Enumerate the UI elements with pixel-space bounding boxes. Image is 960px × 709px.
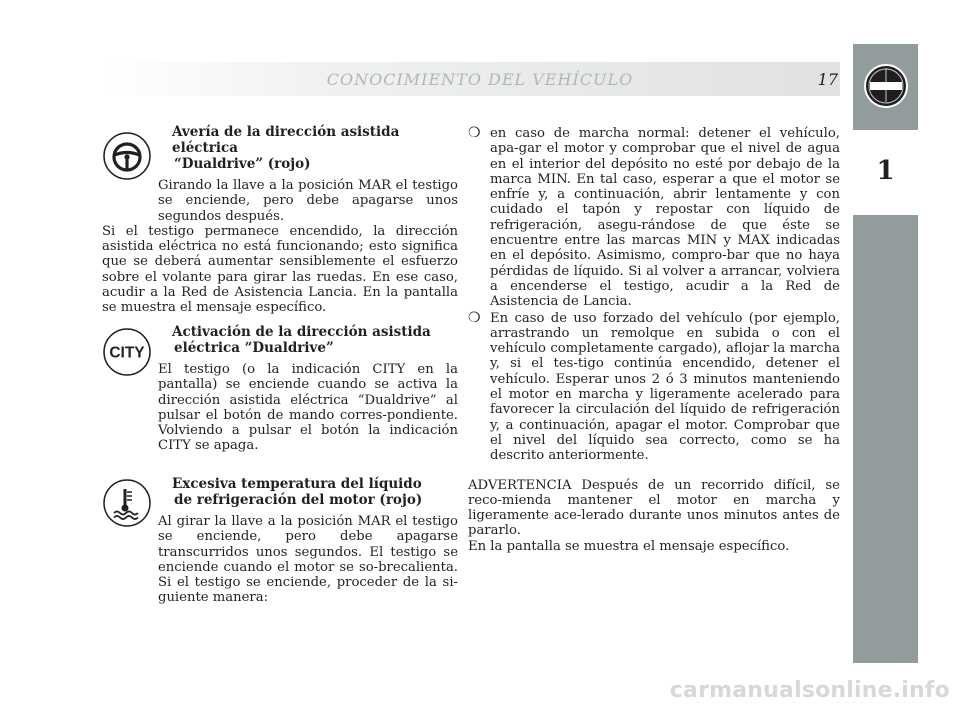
section-title: Excesiva temperatura del líquido de refrigeración del motor (rojo)	[172, 476, 423, 508]
steering-wheel-icon	[102, 131, 152, 181]
section-text: Si el testigo permanece encendido, la dirección asistida eléctrica no está funcionando; esto significa que se deberá aumentar sensiblemente el esfuerzo sobre el volante para girar las ruedas. En ese caso, acudir a la Red de Asistencia Lancia. En la pantalla se muestra el mensaje específico.	[102, 223, 458, 316]
final-paragraph: En la pantalla se muestra el mensaje específico.	[468, 538, 790, 554]
section-body	[102, 178, 458, 316]
coolant-temperature-icon	[102, 478, 152, 528]
section-power-steering-fault	[102, 124, 458, 316]
section-dualdrive-activation	[102, 324, 458, 454]
tab-divider	[853, 212, 918, 215]
city-icon	[102, 327, 152, 377]
page-number: 17	[817, 70, 838, 89]
left-column	[102, 124, 458, 604]
section-title: Activación de la dirección asistida eléctrica “Dualdrive”	[172, 324, 431, 356]
lancia-logo-icon	[862, 62, 910, 110]
watermark: carmanualsonline.info	[669, 678, 950, 703]
section-coolant-temperature	[102, 476, 458, 606]
city-icon-text: CITY	[109, 344, 145, 362]
section-lead: El testigo (o la indicación CITY en la pantalla) se enciende cuando se activa la dirección asistida eléctrica “Dualdrive” al pulsar el botón de mando corres-pondiente. Volviendo a pulsar el botón la indicación CITY se apaga.	[158, 362, 458, 454]
chapter-number: 1	[853, 130, 918, 212]
warning-paragraph: ADVERTENCIA Después de un recorrido difícil, se reco-mienda mantener el motor en marcha y ligeramente ace-lerado durante unos minutos antes de pararlo.	[468, 477, 840, 539]
section-lead: Al girar la llave a la posición MAR el testigo se enciende, pero debe apagarse transcurridos unos segundos. El testigo se enciende cuando el motor se so-brecalienta. Si el testigo se enciende, proceder de la si-guiente manera:	[158, 514, 458, 606]
section-title: Avería de la dirección asistida eléctrica “Dualdrive” (rojo)	[172, 124, 400, 172]
section-lead: Girando la llave a la posición MAR el testigo se enciende, pero debe apagarse unos segundos después.	[158, 178, 458, 224]
right-column	[468, 126, 840, 554]
lancia-logo	[853, 44, 918, 128]
section-body	[102, 514, 458, 606]
section-body	[102, 362, 458, 454]
chapter-side-tab	[853, 44, 918, 663]
page-header-title: CONOCIMIENTO DEL VEHÍCULO	[326, 70, 634, 89]
bullet-circle-icon: ❍	[468, 125, 481, 141]
list-item: ❍ en caso de marcha normal: detener el vehículo, apa-gar el motor y comprobar que el nivel de agua en el interior del depósito no esté por debajo de la marca MIN. En tal caso, esperar a que el motor se enfríe y, a continuación, abrir lentamente y con cuidado el tapón y repostar con líquido de refrigeración, asegu-rándose de que éste se encuentre entre las marcas MIN y MAX indicadas en el depósito. Asimismo, compro-bar que no haya pérdidas de líquido. Si al volver a arrancar, volviera a encenderse el testigo, acudir a la Red de Asistencia de Lancia.	[468, 125, 840, 310]
list-item: ❍ En caso de uso forzado del vehículo (por ejemplo, arrastrando un remolque en subida o con el vehículo completamente cargado), aflojar la marcha y, si el tes-tigo continúa encendido, detener el vehículo. Esperar unos 2 ó 3 minutos manteniendo el motor en marcha y ligeramente acelerado para favorecer la circulación del líquido de refrigeración y, a continuación, apagar el motor. Comprobar que el nivel del líquido sea correcto, como se ha descrito anteriormente.	[468, 309, 840, 464]
bullet-circle-icon: ❍	[468, 309, 481, 326]
